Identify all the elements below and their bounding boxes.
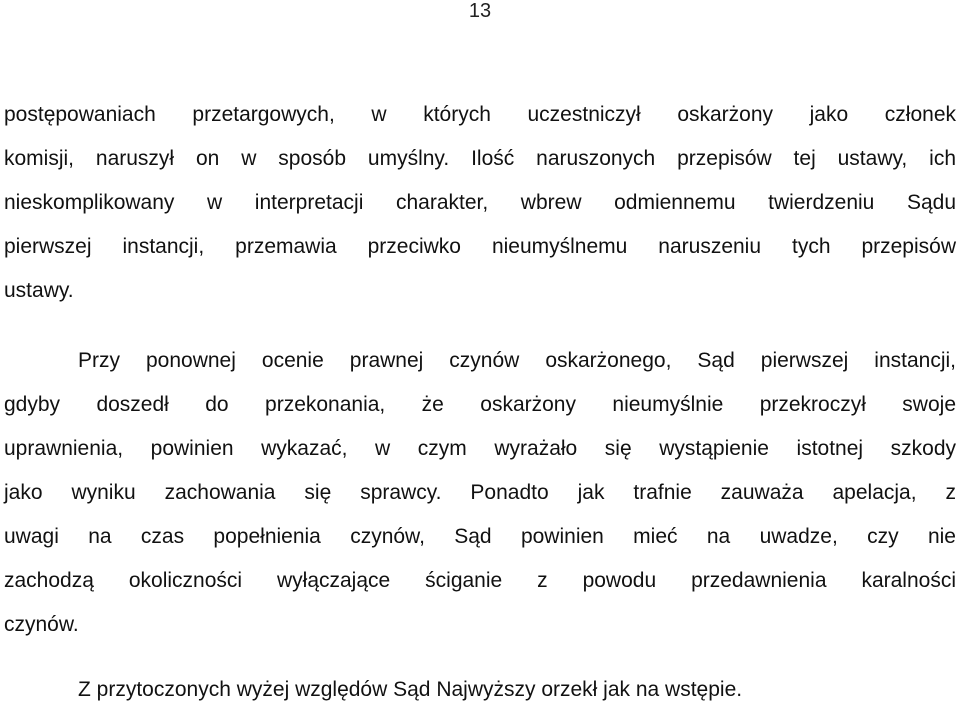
paragraph-line: uwagi na czas popełnienia czynów, Sąd powinien mieć na uwadze, czy nie (4, 525, 956, 548)
paragraph-line: pierwszej instancji, przemawia przeciwko nieumyślnemu naruszeniu tych przepisów (4, 235, 956, 258)
paragraph-line: postępowaniach przetargowych, w których uczestniczył oskarżony jako członek (4, 103, 956, 126)
paragraph-line: czynów. (4, 613, 79, 636)
page-number: 13 (468, 0, 492, 22)
paragraph-line: ustawy. (4, 279, 74, 302)
paragraph-3 (4, 668, 956, 712)
paragraph-line: uprawnienia, powinien wykazać, w czym wyrażało się wystąpienie istotnej szkody (4, 437, 956, 460)
paragraph-line: nieskomplikowany w interpretacji charakter, wbrew odmiennemu twierdzeniu Sądu (4, 191, 956, 214)
paragraph-line: komisji, naruszył on w sposób umyślny. Ilość naruszonych przepisów tej ustawy, ich (4, 147, 956, 170)
paragraph-line: Z przytoczonych wyżej względów Sąd Najwyższy orzekł jak na wstępie. (78, 678, 743, 701)
paragraph-line: Przy ponownej ocenie prawnej czynów oskarżonego, Sąd pierwszej instancji, (78, 349, 956, 372)
paragraph-line: jako wyniku zachowania się sprawcy. Ponadto jak trafnie zauważa apelacja, z (4, 481, 956, 504)
paragraph-line: gdyby doszedł do przekonania, że oskarżony nieumyślnie przekroczył swoje (4, 393, 956, 416)
paragraph-2 (4, 339, 956, 647)
paragraph-line: zachodzą okoliczności wyłączające ściganie z powodu przedawnienia karalności (4, 569, 956, 592)
paragraph-1 (4, 93, 956, 313)
